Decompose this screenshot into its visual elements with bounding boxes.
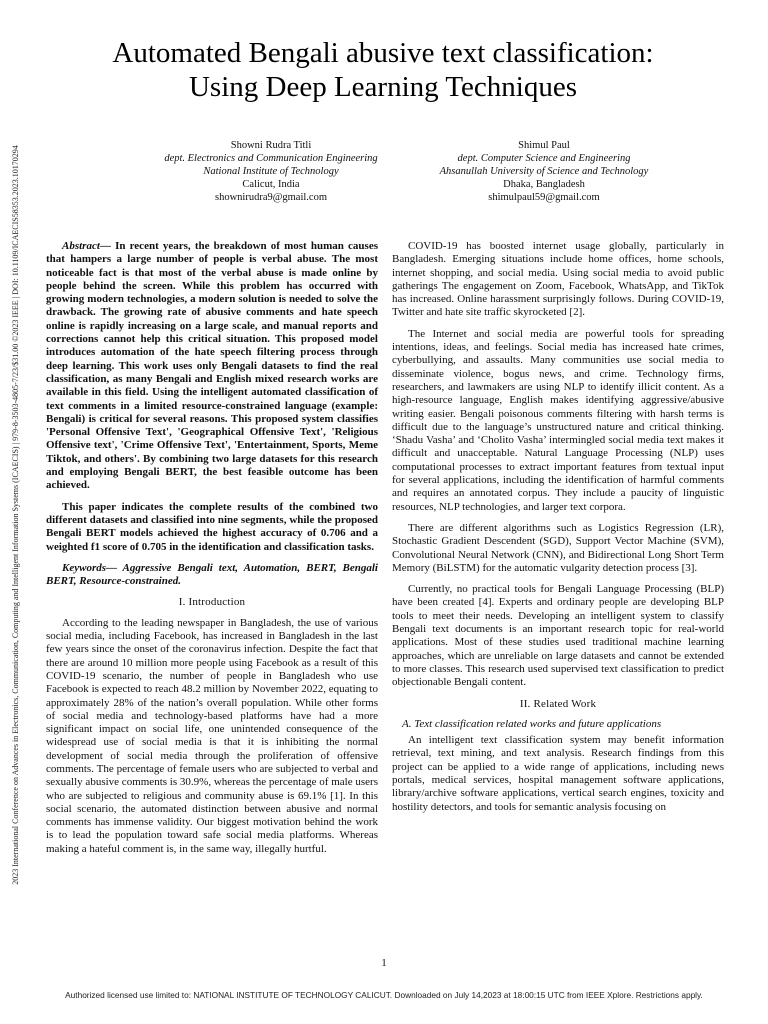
page-number: 1 [381,957,387,969]
license-footer: Authorized licensed use limited to: NATIONAL INSTITUTE OF TECHNOLOGY CALICUT. Downloaded on July 14,2023 at 18:00:15 UTC from IEEE Xplore. Restrictions apply. [65,990,703,1000]
author-name: Showni Rudra Titli [230,140,312,151]
author-institution: National Institute of Technology [203,166,339,177]
title-line-1: Automated Bengali abusive text classification: [112,37,654,69]
abstract-label: Abstract— [62,240,111,252]
right-column [392,240,724,822]
body-paragraph: According to the leading newspaper in Bangladesh, the use of various social media, including Facebook, has increased in Bangladesh in the last few years since the onset of the coronavirus infection. Despite the fact that there are around 10 million more people using Facebook as a result of this COVID-19 scenario, the number of people in Bangladesh who use Facebook is expected to reach 48.2 million by November 2022, equating to approximately 28% of the nation’s overall population. While other forms of social media and technology-based platforms have had a more significant impact on social life, one unintended consequence of the widespread use of social media is that it is inhibiting the normal development of social media through the proliferation of offensive comments. The percentage of female users who are subjected to verbal and sexually abusive comments is 30.9%, whereas the percentage of male users who are subjected to religious and community abuse is 69.1% [1]. In this social scenario, the automated distinction between abusive and normal comments has immense validity. Our biggest motivation behind the work is to lead the population toward safe social media platforms. Whereas making a hateful comment is, in the same way, illegally hurtful. [46,616,378,855]
author-block-2 [394,139,694,204]
section-heading-introduction: I. Introduction [178,596,246,609]
left-column [46,240,378,864]
section-heading-related-work: II. Related Work [519,697,597,710]
keywords: Keywords— Aggressive Bengali text, Automation, BERT, Bengali BERT, Resource-constrained. [46,561,378,588]
title-line-2: Using Deep Learning Techniques [188,71,578,103]
conference-citation: 2023 International Conference on Advances in Electronics, Communication, Computing and Intelligent Information Systems (ICAECIS) | 979-8-3503-4805-7/23/$31.00 ©2023 IEEE | DOI: 10.1109/ICAECIS58353.2023.10170294 [11,145,20,885]
abstract-paragraph [46,240,378,493]
body-paragraph: The Internet and social media are powerful tools for spreading intentions, ideas, and feelings. Social media has increased hate crimes, cyberbullying, and assaults. Many communities use social media to disseminate violence, bogus news, and crime. Technology firms, researchers, and lawmakers are using NLP to identify illicit content. As a high-resource language, English makes identifying aggressive/abusive writing easier. Bengali poisonous comments filtering with harsh terms is difficult due to the language’s unstructured nature and critical thinking. ‘Shadu Vasha’ and ‘Cholito Vasha’ intermingled social media text makes it difficult and unacceptable. Natural Language Processing (NLP) uses computational processes to extract important features from textual input for several applications, including the identification of harmful comments and requires an annotated corpus. They include a paucity of linguistic resources, NLP technologies, and larger text corpora. [392,327,724,513]
author-email: shownirudra9@gmail.com [214,192,328,203]
body-paragraph: COVID-19 has boosted internet usage globally, particularly in Bangladesh. Emerging situations include home offices, home schools, internet shopping, and social media. Using social media to avoid public gatherings The engagement on Zoom, Facebook, WhatsApp, and TikTok has increased. Online harassment surprisingly follows. During COVID-19, Twitter and hate site traffic skyrocketed [2]. [392,240,724,319]
author-department: dept. Computer Science and Engineering [457,153,631,164]
author-email: shimulpaul59@gmail.com [488,192,600,203]
author-institution: Ahsanullah University of Science and Technology [439,166,649,177]
author-department: dept. Electronics and Communication Engineering [164,153,378,164]
paper-title [60,36,706,104]
body-paragraph: An intelligent text classification system may benefit information retrieval, text mining, and text analysis. Research findings from this project can be applied to a wide range of applications, including news portals, medical services, hospital management software applications, library/archive software applications, vertical search engines, toxicity and hostility detectors, and tools for semantic analysis focusing on [392,734,724,813]
conference-side-note [8,60,24,970]
author-name: Shimul Paul [518,140,570,151]
author-location: Calicut, India [242,179,300,190]
subsection-heading: A. Text classification related works and future applications [402,717,662,730]
body-paragraph: Currently, no practical tools for Bengali Language Processing (BLP) have been created [4]. Experts and ordinary people are developing BLP tools to meet their needs. Developing an intelligent system to classify Bengali text documents is an important research topic for real-world applications. Most of these studies used traditional machine learning approaches, which are unreliable on large datasets and cannot be extended to more classes. This research used supervised text classification to predict objectionable Bengali content. [392,583,724,689]
body-paragraph: There are different algorithms such as Logistics Regression (LR), Stochastic Gradient Descendent (SGD), Support Vector Machine (SVM), Convolutional Neural Network (CNN), and Bidirectional Long Short Term Memory (BiLSTM) for the automatic vulgarity detection process [3]. [392,521,724,574]
author-block-1 [121,139,421,204]
abstract-paragraph-2: This paper indicates the complete results of the combined two different datasets and classified into nine segments, while the proposed Bengali BERT models achieved the highest accuracy of 0.706 and a weighted f1 score of 0.705 in the identification and classification tasks. [46,500,378,553]
author-location: Dhaka, Bangladesh [503,179,585,190]
abstract-text: In recent years, the breakdown of most human causes that hampers a large number of people is verbal abuse. The most noticeable fact is that most of the verbal abuse is made online by people behind the screen. While this problem has occurred with growing modern technologies, a modern solution is needed to solve the drawback. The growing rate of abusive comments and hate speech online is rapidly increasing on a large scale, and manual reports and corrections cannot help this critical situation. This proposed model introduces automation of the hate speech filtering process through deep learning. This work uses only Bengali datasets to find the real classification, as many Bengali and English mixed research works are available in this field. Using the intelligent automated classification of text comments in a limited resource-constrained language (example: Bengali) is critical for several reasons. This proposed system classifies 'Personal Offensive Text', 'Geographical Offensive Text', 'Religious Offensive text', 'Crime Offensive Text', 'Entertainment, Sports, Meme Tiktok, and others'. By combining two large datasets for this research and employing Bengali BERT, the best feasible outcome has been achieved. [46,240,378,492]
